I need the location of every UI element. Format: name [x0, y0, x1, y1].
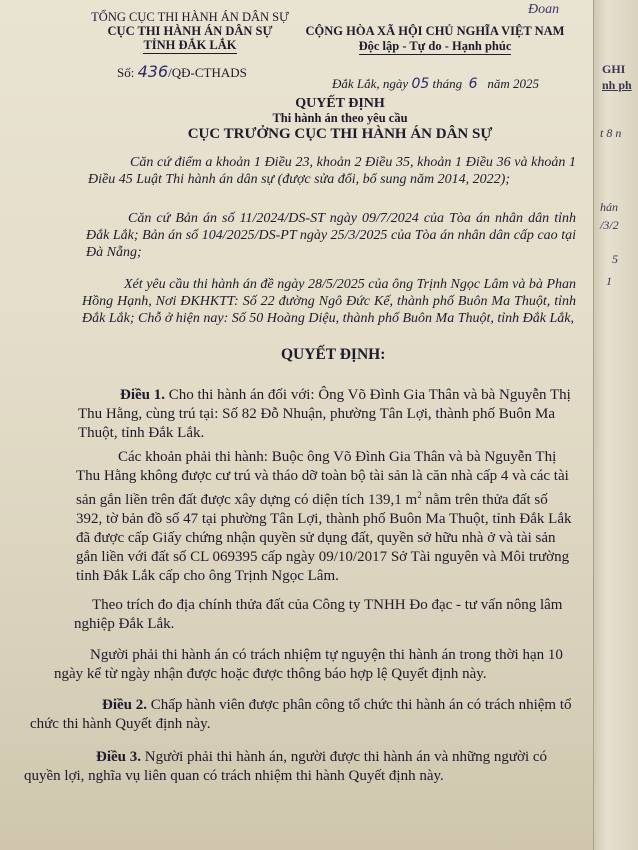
article-1-label: Điều 1. — [120, 387, 165, 403]
article-1-text: Cho thi hành án đối với: Ông Võ Đình Gia Thân và bà Nguyễn Thị Thu Hằng, cùng trú tại: Số 82 Đỗ Nhuận, phường Tân Lợi, thành phố Buôn Ma Thuột, tỉnh Đắk Lắk. — [78, 387, 571, 441]
adjacent-fragment: hán — [600, 200, 618, 214]
article-3-label: Điều 3. — [96, 749, 141, 765]
adjacent-fragment: 1 — [606, 274, 612, 288]
agency-line-1: TỔNG CỤC THI HÀNH ÁN DÂN SỰ — [91, 10, 289, 24]
agency-line-2: CỤC THI HÀNH ÁN DÂN SỰ — [107, 24, 273, 38]
national-motto-header — [300, 24, 570, 55]
handwritten-note: Đoan — [528, 2, 560, 17]
adjacent-fragment: 5 — [612, 252, 618, 266]
date-text: năm 2025 — [487, 76, 539, 91]
article-3-text: Người phải thi hành án, người được thi hành án và những người có quyền lợi, nghĩa vụ liên quan có trách nhiệm thi hành Quyết định này. — [24, 749, 548, 784]
agency-line-3: TỈNH ĐẮK LẮK — [143, 38, 237, 52]
voluntary-note: Người phải thi hành án có trách nhiệm tự nguyện thi hành án trong thời hạn 10 ngày kể từ ngày nhận được hoặc được thông báo hợp lệ Quyết định này. — [54, 647, 563, 682]
date-text: tháng — [432, 76, 463, 91]
decision-heading: QUYẾT ĐỊNH: — [281, 346, 386, 363]
number-suffix: /QĐ-CTHADS — [168, 65, 247, 80]
ground-request: Xét yêu cầu thi hành án đề ngày 28/5/2025 của ông Trịnh Ngọc Lâm và bà Phan Hồng Hạnh, Nơi ĐKHKTT: Số 22 đường Ngô Đức Kế, thành phố Buôn Ma Thuột, tỉnh Đắk Lắk; Chỗ ở hiện nay: Số 50 Hoàng Diệu, thành phố Buôn Ma Thuột, tỉnh Đắk Lắk, — [82, 277, 576, 326]
adjacent-fragment: /3/2 — [600, 218, 619, 232]
issue-date — [332, 76, 539, 92]
article-2 — [30, 696, 578, 734]
survey-note: Theo trích đo địa chính thửa đất của Công ty TNHH Đo đạc - tư vấn nông lâm nghiệp Đắk Lắk. — [74, 597, 563, 632]
obligations — [76, 448, 576, 586]
adjacent-fragment: GHI — [602, 62, 626, 76]
adjacent-fragment: t 8 n — [600, 126, 622, 140]
ground-law: Căn cứ điểm a khoản 1 Điều 23, khoản 2 Điều 35, khoản 1 Điều 36 và khoản 1 Điều 45 Luật Thi hành án dân sự (được sửa đổi, bổ sung năm 2014, 2022); — [88, 155, 576, 187]
date-text: Đắk Lắk, ngày — [332, 76, 409, 91]
obligations-text-cont: nằm trên thửa đất số 392, tờ bản đồ số 47 tại phường Tân Lợi, thành phố Buôn Ma Thuột, tỉnh Đắk Lắk đã được cấp Giấy chứng nhận quyền sử dụng đất, quyền sở hữu nhà ở và tài sản gắn liền với đất số CL 069395 cấp ngày 09/10/2017 Sở Tài nguyên và Môi trường tỉnh Đắk Lắk cấp cho ông Trịnh Ngọc Lâm. — [76, 492, 572, 584]
article-1 — [78, 386, 578, 443]
date-month: 6 — [468, 76, 478, 92]
article-2-text: Chấp hành viên được phân công tổ chức thi hành án có trách nhiệm tổ chức thi hành Quyết định này. — [30, 697, 572, 732]
ground-judgments: Căn cứ Bản án số 11/2024/DS-ST ngày 09/7/2024 của Tòa án nhân dân tỉnh Đắk Lắk; Bản án số 104/2025/DS-PT ngày 25/3/2025 của Tòa án nhân dân cấp cao tại Đà Nẵng; — [86, 211, 576, 260]
document-subtitle: Thi hành án theo yêu cầu — [272, 111, 408, 125]
number-handwritten: 436 — [137, 62, 169, 81]
date-day: 05 — [411, 76, 430, 92]
number-prefix: Số: — [117, 65, 135, 80]
country-name: CỘNG HÒA XÃ HỘI CHỦ NGHĨA VIỆT NAM — [305, 24, 565, 38]
area-unit-superscript: 2 — [417, 490, 422, 500]
issuing-agency-header — [80, 10, 300, 54]
adjacent-page-edge — [593, 0, 638, 850]
issuer-title: CỤC TRƯỞNG CỤC THI HÀNH ÁN DÂN SỰ — [187, 126, 493, 142]
adjacent-fragment: nh ph — [602, 78, 632, 92]
motto: Độc lập - Tự do - Hạnh phúc — [358, 39, 512, 53]
document-title: QUYẾT ĐỊNH — [295, 96, 385, 111]
decision-number — [117, 62, 247, 81]
article-2-label: Điều 2. — [102, 697, 147, 713]
article-3 — [24, 748, 580, 786]
obligations-text: Các khoản phải thi hành: Buộc ông Võ Đình Gia Thân và bà Nguyễn Thị Thu Hằng không được cư trú và tháo dỡ toàn bộ tài sản là căn nhà cấp 4 và các tài sản gắn liền trên đất được xây dựng có diện tích 139,1 m — [76, 449, 569, 508]
